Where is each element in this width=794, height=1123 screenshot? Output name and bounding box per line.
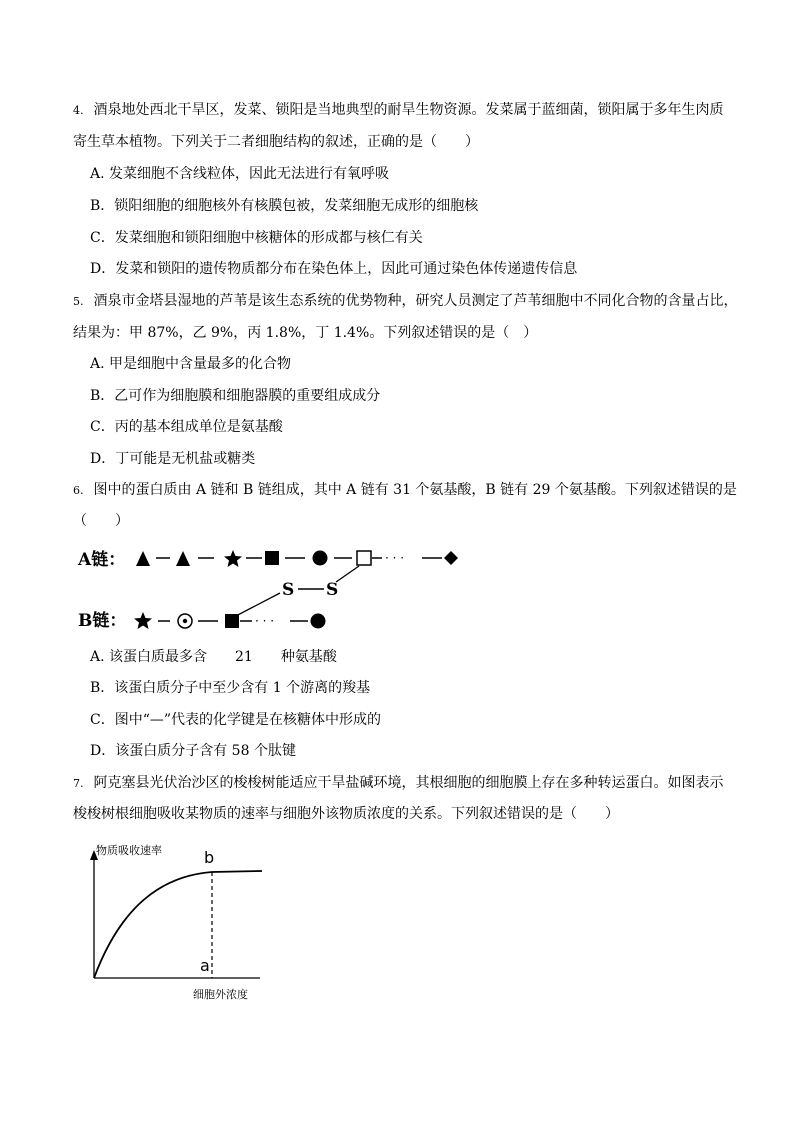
q4-stem-text1: 酒泉地处西北干旱区，发菜、锁阳是当地典型的耐旱生物资源。发菜属于蓝细菌，锁阳属于多年生肉质 [93,102,724,118]
star-icon [134,612,152,629]
q7-stem-line2: 梭梭树根细胞吸收某物质的速率与细胞外该物质浓度的关系。下列叙述错误的是（ ） [73,806,619,822]
chain-a-dots: · · · [385,551,405,565]
graph-y-label: 物质吸收速率 [96,844,162,857]
q4-option-c: C．发菜细胞和锁阳细胞中核糖体的形成都与核仁有关 [90,230,423,246]
q7-stem-line1 [73,774,724,793]
q7-number: 7. [73,777,84,790]
q6-stem-text1: 图中的蛋白质由 A 链和 B 链组成，其中 A 链有 31 个氨基酸，B 链有 29 个氨基酸。下列叙述错误的是 [93,482,737,498]
q5-stem-line2: 结果为：甲 87%，乙 9%，丙 1.8%，丁 1.4%。下列叙述错误的是（ ） [73,325,538,341]
filled-square-icon [265,551,279,565]
triangle-icon [136,551,150,566]
q6-option-b: B．该蛋白质分子中至少含有 1 个游离的羧基 [90,680,371,696]
q4-option-a: A. 发菜细胞不含线粒体，因此无法进行有氧呼吸 [90,166,390,182]
q6-option-a: A. 该蛋白质最多含 21 种氨基酸 [90,649,337,665]
chain-b-label: B链： [78,611,127,631]
filled-circle-icon [311,614,326,629]
chain-a-label: A链： [78,550,126,570]
star-icon [224,550,242,567]
q5-option-d: D．丁可能是无机盐或糖类 [90,451,256,467]
q6-option-d: D．该蛋白质分子含有 58 个肽键 [90,743,296,759]
q4-option-b: B．锁阳细胞的细胞核外有核膜包被，发菜细胞无成形的细胞核 [90,198,479,214]
graph-x-label: 细胞外浓度 [193,988,248,1001]
sulfur-2: S [326,580,339,600]
sulfur-1: S [282,580,295,600]
q4-stem-line1 [73,101,724,120]
q5-stem-text1: 酒泉市金塔县湿地的芦苇是该生态系统的优势物种，研究人员测定了芦苇细胞中不同化合物的含量占比， [93,293,738,309]
q6-option-c: C．图中“—”代表的化学键是在核糖体中形成的 [90,712,382,728]
peptide-chain-figure [72,540,472,640]
filled-circle-icon [313,551,328,566]
q4-option-d: D．发菜和锁阳的遗传物质都分布在染色体上，因此可通过染色体传递遗传信息 [90,261,578,277]
saturation-curve [94,871,262,978]
q4-stem-line2: 寄生草本植物。下列关于二者细胞结构的叙述，正确的是（ ） [73,134,479,150]
triangle-icon [176,551,190,566]
graph-canvas [80,838,280,1008]
q4-number: 4. [73,104,84,117]
q5-option-a: A. 甲是细胞中含量最多的化合物 [90,356,292,372]
q7-stem-text1: 阿克塞县光伏治沙区的梭梭树能适应干旱盐碱环境，其根细胞的细胞膜上存在多种转运蛋白。如图表示 [93,775,724,791]
diamond-icon [444,551,458,565]
q5-stem-line1 [73,292,738,311]
q5-option-c: C．丙的基本组成单位是氨基酸 [90,419,283,435]
chain-b-dots: · · · [255,614,275,628]
graph-point-a: a [200,956,210,975]
q6-number: 6. [73,484,84,497]
q6-stem-line1 [73,481,737,500]
q5-option-b: B．乙可作为细胞膜和细胞器膜的重要组成成分 [90,388,381,404]
filled-square-icon [225,614,239,628]
q6-stem-line2: （ ） [73,513,129,529]
uptake-rate-graph [80,838,280,1008]
hollow-square-icon [357,551,371,565]
q5-number: 5. [73,295,84,308]
graph-point-b: b [204,848,215,867]
